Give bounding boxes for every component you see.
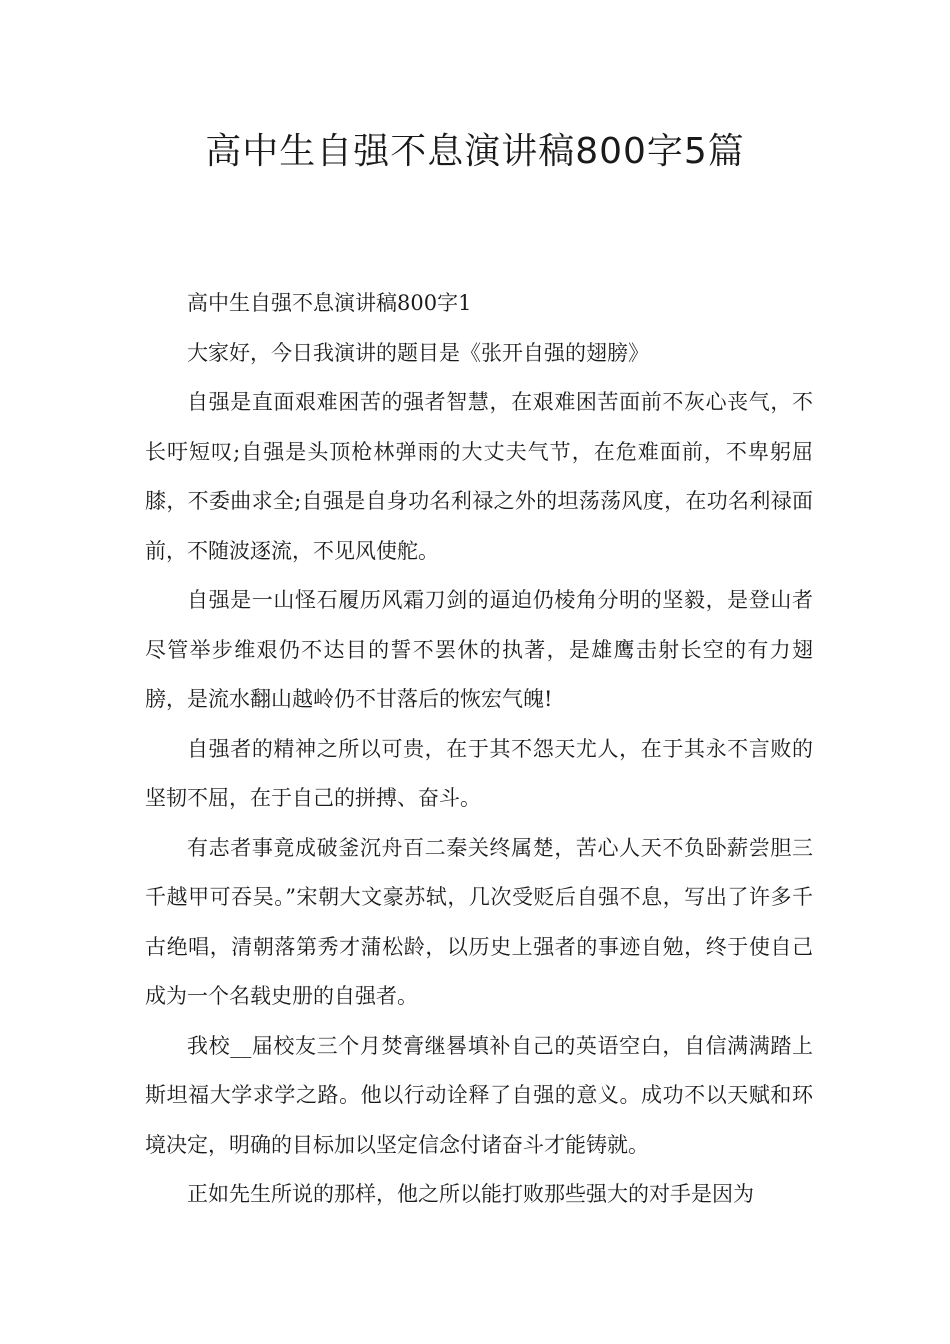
paragraph-greeting: 大家好，今日我演讲的题目是《张开自强的翅膀》	[187, 340, 649, 365]
paragraph: 自强是一山怪石履历风霜刀剑的逼迫仍棱角分明的坚毅，是登山者尽管举步维艰仍不达目的誓不罢休的执著，是雄鹰击射长空的有力翅膀，是流水翻山越岭仍不甘落后的恢宏气魄!	[145, 588, 813, 711]
paragraph: 正如先生所说的那样，他之所以能打败那些强大的对手是因为	[187, 1182, 754, 1206]
document-body	[145, 279, 813, 1220]
paragraph-heading: 高中生自强不息演讲稿800字1	[187, 291, 472, 315]
paragraph: 自强者的精神之所以可贵，在于其不怨天尤人，在于其永不言败的坚韧不屈，在于自己的拼搏、奋斗。	[145, 736, 813, 810]
paragraph: 自强是直面艰难困苦的强者智慧，在艰难困苦面前不灰心丧气，不长吁短叹;自强是头顶枪林弹雨的大丈夫气节，在危难面前，不卑躬屈膝，不委曲求全;自强是自身功名利禄之外的坦荡荡风度，在功名利禄面前，不随波逐流，不见风使舵。	[145, 390, 813, 563]
document-title: 高中生自强不息演讲稿800字5篇	[205, 131, 745, 172]
paragraph: 我校__届校友三个月焚膏继晷填补自己的英语空白，自信满满踏上斯坦福大学求学之路。他以行动诠释了自强的意义。成功不以天赋和环境决定，明确的目标加以坚定信念付诸奋斗才能铸就。	[145, 1033, 813, 1157]
paragraph: 有志者事竟成破釜沉舟百二秦关终属楚，苦心人天不负卧薪尝胆三千越甲可吞吴。”宋朝大文豪苏轼，几次受贬后自强不息，写出了许多千古绝唱，清朝落第秀才蒲松龄，以历史上强者的事迹自勉，终于使自己成为一个名载史册的自强者。	[145, 835, 813, 1008]
